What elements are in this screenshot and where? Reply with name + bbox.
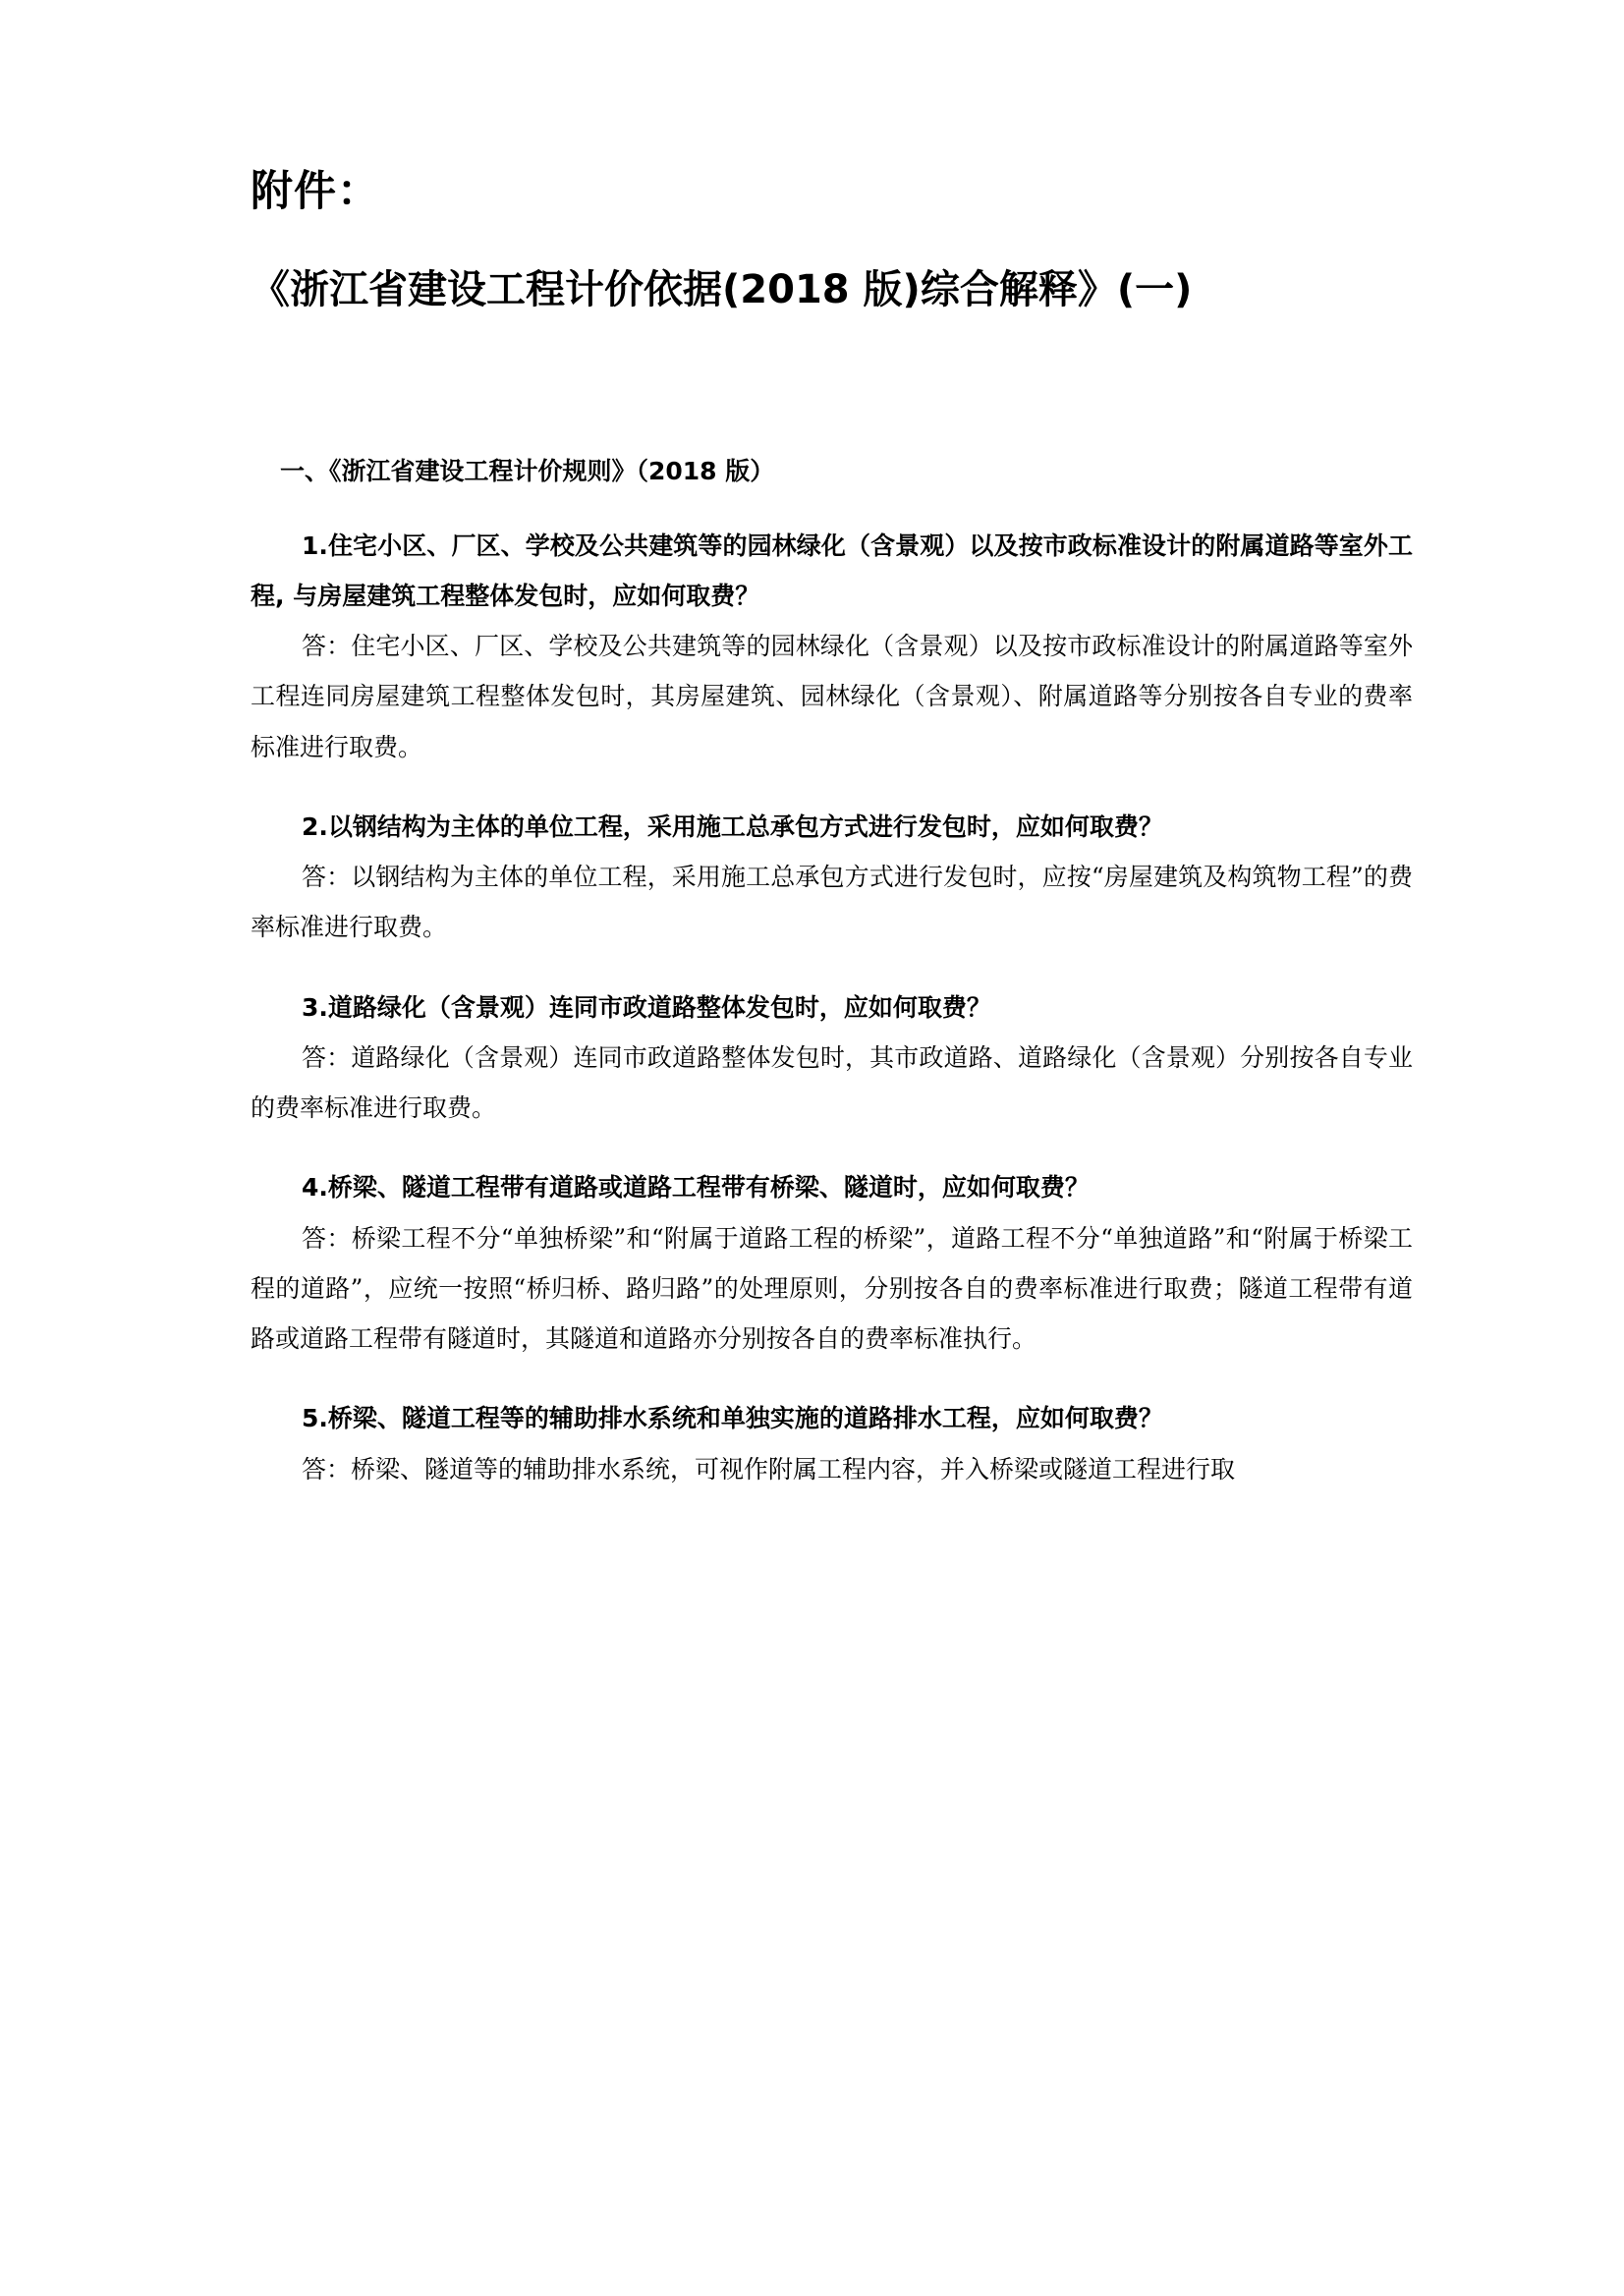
- page-title: 《浙江省建设工程计价依据(2018 版)综合解释》(一): [251, 266, 1193, 312]
- question-text: 4.桥梁、隧道工程带有道路或道路工程带有桥梁、隧道时，应如何取费？: [302, 1173, 1090, 1203]
- question-text: 3.道路绿化（含景观）连同市政道路整体发包时，应如何取费？: [302, 992, 991, 1022]
- qa-item: [251, 802, 1413, 953]
- answer-text: 答：桥梁、隧道等的辅助排水系统，可视作附属工程内容，并入桥梁或隧道工程进行取: [302, 1454, 1236, 1484]
- question-text: 2.以钢结构为主体的单位工程，采用施工总承包方式进行发包时，应如何取费？: [302, 812, 1163, 841]
- answer-text: 答：道路绿化（含景观）连同市政道路整体发包时，其市政道路、道路绿化（含景观）分别按各自专业的费率标准进行取费。: [251, 1042, 1413, 1123]
- qa-item: [251, 982, 1413, 1134]
- question-text: 5.桥梁、隧道工程等的辅助排水系统和单独实施的道路排水工程，应如何取费？: [302, 1404, 1163, 1433]
- qa-item: [251, 521, 1413, 772]
- attachment-label: 附件：: [251, 167, 380, 216]
- answer-text: 答：以钢结构为主体的单位工程，采用施工总承包方式进行发包时，应按“房屋建筑及构筑物工程”的费率标准进行取费。: [251, 863, 1413, 942]
- answer-text: 答：住宅小区、厂区、学校及公共建筑等的园林绿化（含景观）以及按市政标准设计的附属道路等室外工程连同房屋建筑工程整体发包时，其房屋建筑、园林绿化（含景观）、附属道路等分别按各自专业的费率标准进行取费。: [251, 632, 1413, 761]
- answer-text: 答：桥梁工程不分“单独桥梁”和“附属于道路工程的桥梁”，道路工程不分“单独道路”和“附属于桥梁工程的道路”，应统一按照“桥归桥、路归路”的处理原则，分别按各自的费率标准进行取费；隧道工程带有道路或道路工程带有隧道时，其隧道和道路亦分别按各自的费率标准执行。: [251, 1223, 1413, 1354]
- question-text: 1.住宅小区、厂区、学校及公共建筑等的园林绿化（含景观）以及按市政标准设计的附属道路等室外工程, 与房屋建筑工程整体发包时，应如何取费？: [251, 531, 1413, 610]
- qa-item: [251, 1393, 1413, 1494]
- qa-item: [251, 1162, 1413, 1364]
- section-heading: 一、《浙江省建设工程计价规则》（2018 版）: [280, 456, 775, 485]
